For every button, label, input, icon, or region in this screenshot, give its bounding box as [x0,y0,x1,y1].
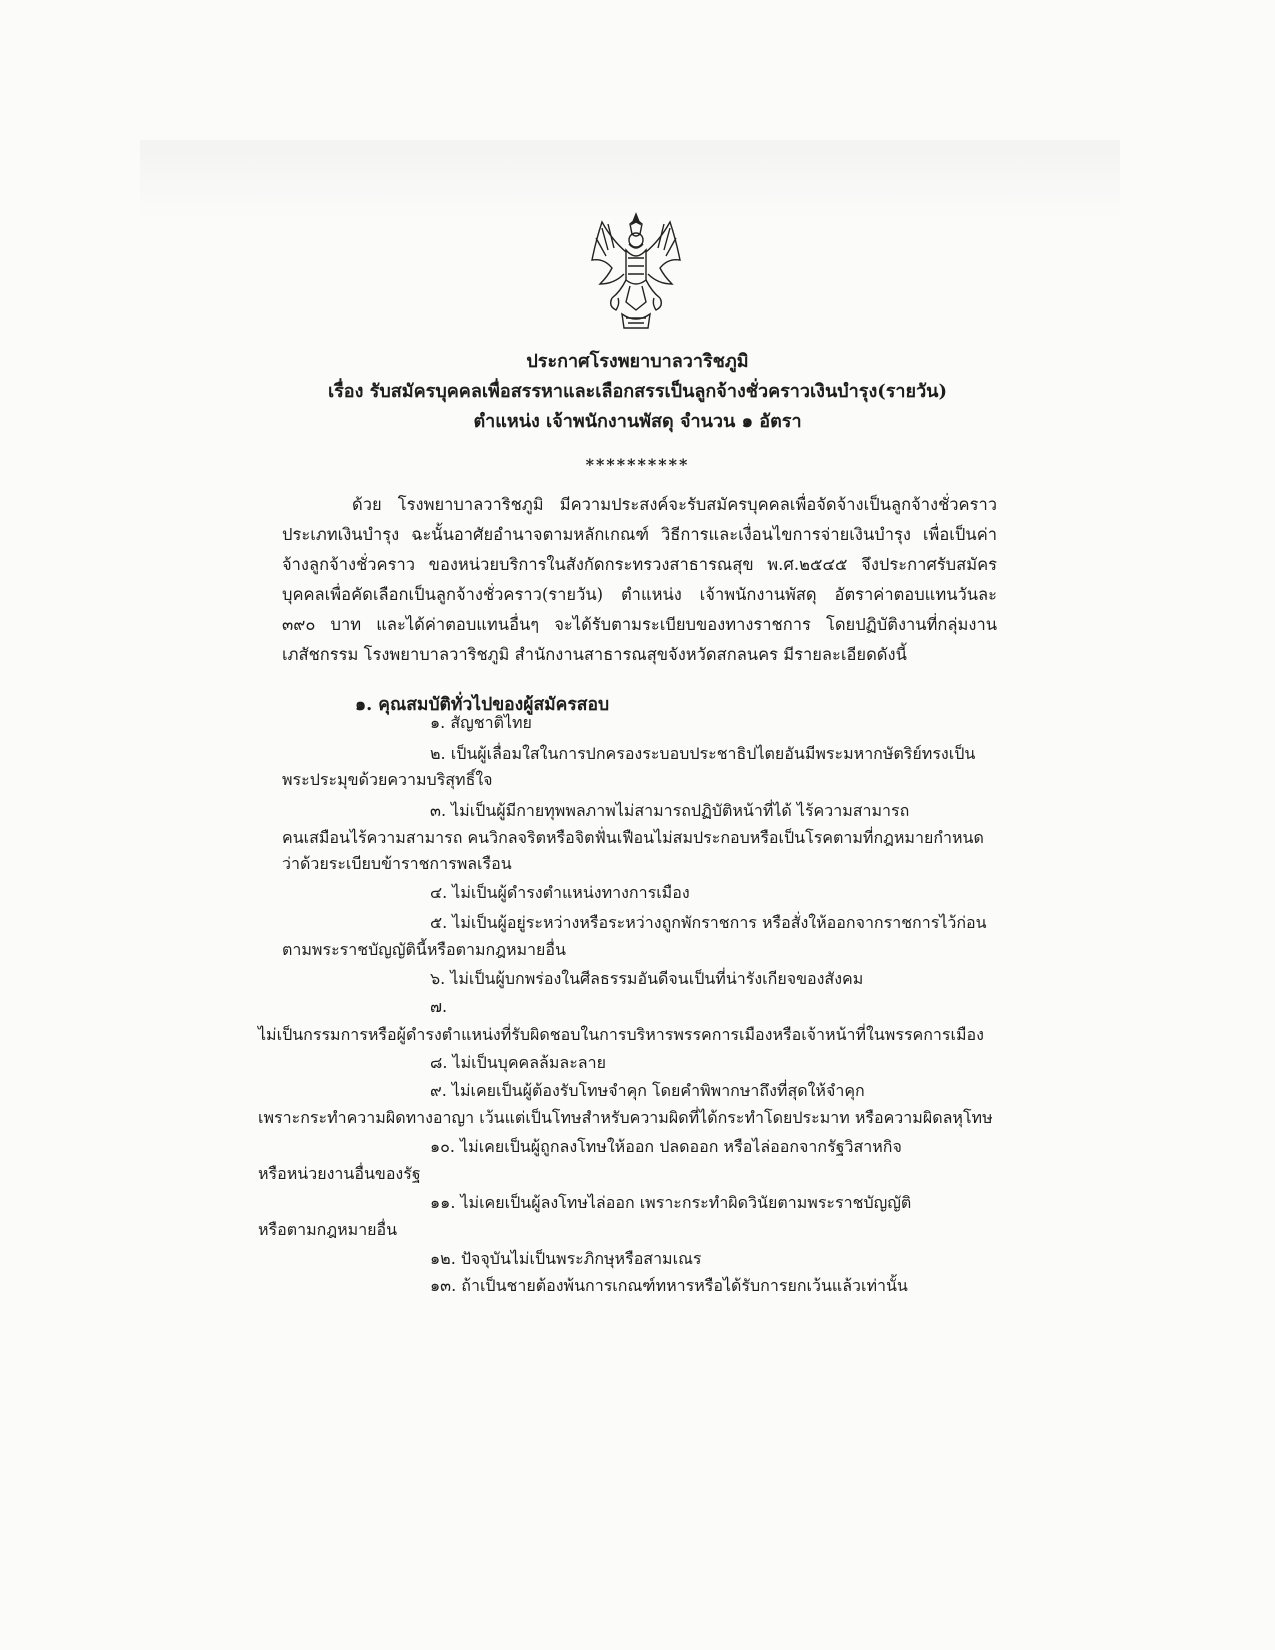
list-item: ๑๒. ปัจจุบันไม่เป็นพระภิกษุหรือสามเณร [430,1249,702,1268]
list-item: ๘. ไม่เป็นบุคคลล้มละลาย [430,1053,606,1072]
section-heading: ๑. คุณสมบัติทั่วไปของผู้สมัครสอบ [355,695,610,715]
list-item: ๒. เป็นผู้เลื่อมใสในการปกครองระบอบประชาธิปไตยอันมีพระมหากษัตริย์ทรงเป็น [430,744,976,763]
list-item: หรือตามกฎหมายอื่น [258,1220,398,1239]
list-item: ๑. สัญชาติไทย [430,713,532,732]
list-item: ๙. ไม่เคยเป็นผู้ต้องรับโทษจำคุก โดยคำพิพากษาถึงที่สุดให้จำคุก [430,1081,865,1100]
list-item: ๑๑. ไม่เคยเป็นผู้ลงโทษไล่ออก เพราะกระทำผิดวินัยตามพระราชบัญญัติ [430,1193,912,1212]
list-item: ๓. ไม่เป็นผู้มีกายทุพพลภาพไม่สามารถปฏิบัติหน้าที่ได้ ไร้ความสามารถ [430,801,910,820]
list-item: ๖. ไม่เป็นผู้บกพร่องในศีลธรรมอันดีจนเป็นที่น่ารังเกียจของสังคม [430,969,864,988]
list-item: พระประมุขด้วยความบริสุทธิ์ใจ [282,770,493,789]
intro-text: ด้วย โรงพยาบาลวาริชภูมิ มีความประสงค์จะรับสมัครบุคคลเพื่อจัดจ้างเป็นลูกจ้างชั่วคราวประเภทเงินบำรุง ฉะนั้นอาศัยอำนาจตามหลักเกณฑ์ วิธีการและเงื่อนไขการจ่ายเงินบำรุง เพื่อเป็นค่าจ้างลูกจ้างชั่วคราว ของหน่วยบริการในสังกัดกระทรวงสาธารณสุข พ.ศ.๒๕๔๕ จึงประกาศรับสมัครบุคคลเพื่อคัดเลือกเป็นลูกจ้างชั่วคราว(รายวัน) ตำแหน่ง เจ้าพนักงานพัสดุ อัตราค่าตอบแทนวันละ ๓๙๐ บาท และได้ค่าตอบแทนอื่นๆ จะได้รับตามระเบียบของทางราชการ โดยปฏิบัติงานที่กลุ่มงานเภสัชกรรม โรงพยาบาลวาริชภูมิ สำนักงานสาธารณสุขจังหวัดสกลนคร มีรายละเอียดดังนี้ [282,495,997,664]
list-item: ตามพระราชบัญญัตินี้หรือตามกฎหมายอื่น [282,940,566,959]
list-item: เพราะกระทำความผิดทางอาญา เว้นแต่เป็นโทษสำหรับความผิดที่ได้กระทำโดยประมาท หรือความผิดลหุโทษ [258,1108,993,1127]
announcement-title: ประกาศโรงพยาบาลวาริชภูมิ [526,351,749,372]
announcement-subject: เรื่อง รับสมัครบุคคลเพื่อสรรหาและเลือกสรรเป็นลูกจ้างชั่วคราวเงินบำรุง(รายวัน) [327,381,948,402]
separator-stars: ********** [585,455,690,474]
list-item: ๗. [430,997,448,1016]
announcement-position: ตำแหน่ง เจ้าพนักงานพัสดุ จำนวน ๑ อัตรา [473,411,802,432]
list-item: ๑๐. ไม่เคยเป็นผู้ถูกลงโทษให้ออก ปลดออก หรือไล่ออกจากรัฐวิสาหกิจ [430,1137,902,1156]
list-item: ๕. ไม่เป็นผู้อยู่ระหว่างหรือระหว่างถูกพักราชการ หรือสั่งให้ออกจากราชการไว้ก่อน [430,913,987,932]
list-item: ไม่เป็นกรรมการหรือผู้ดำรงตำแหน่งที่รับผิดชอบในการบริหารพรรคการเมืองหรือเจ้าหน้าที่ในพรรคการเมือง [258,1025,984,1044]
list-item: ๑๓. ถ้าเป็นชายต้องพ้นการเกณฑ์ทหารหรือได้รับการยกเว้นแล้วเท่านั้น [430,1276,908,1295]
list-item: คนเสมือนไร้ความสามารถ คนวิกลจริตหรือจิตฟั่นเฟือนไม่สมประกอบหรือเป็นโรคตามที่กฎหมายกำหนด [282,828,984,847]
list-item: ๔. ไม่เป็นผู้ดำรงตำแหน่งทางการเมือง [430,883,690,902]
list-item: หรือหน่วยงานอื่นของรัฐ [258,1164,421,1183]
list-item: ว่าด้วยระเบียบข้าราชการพลเรือน [282,854,512,873]
